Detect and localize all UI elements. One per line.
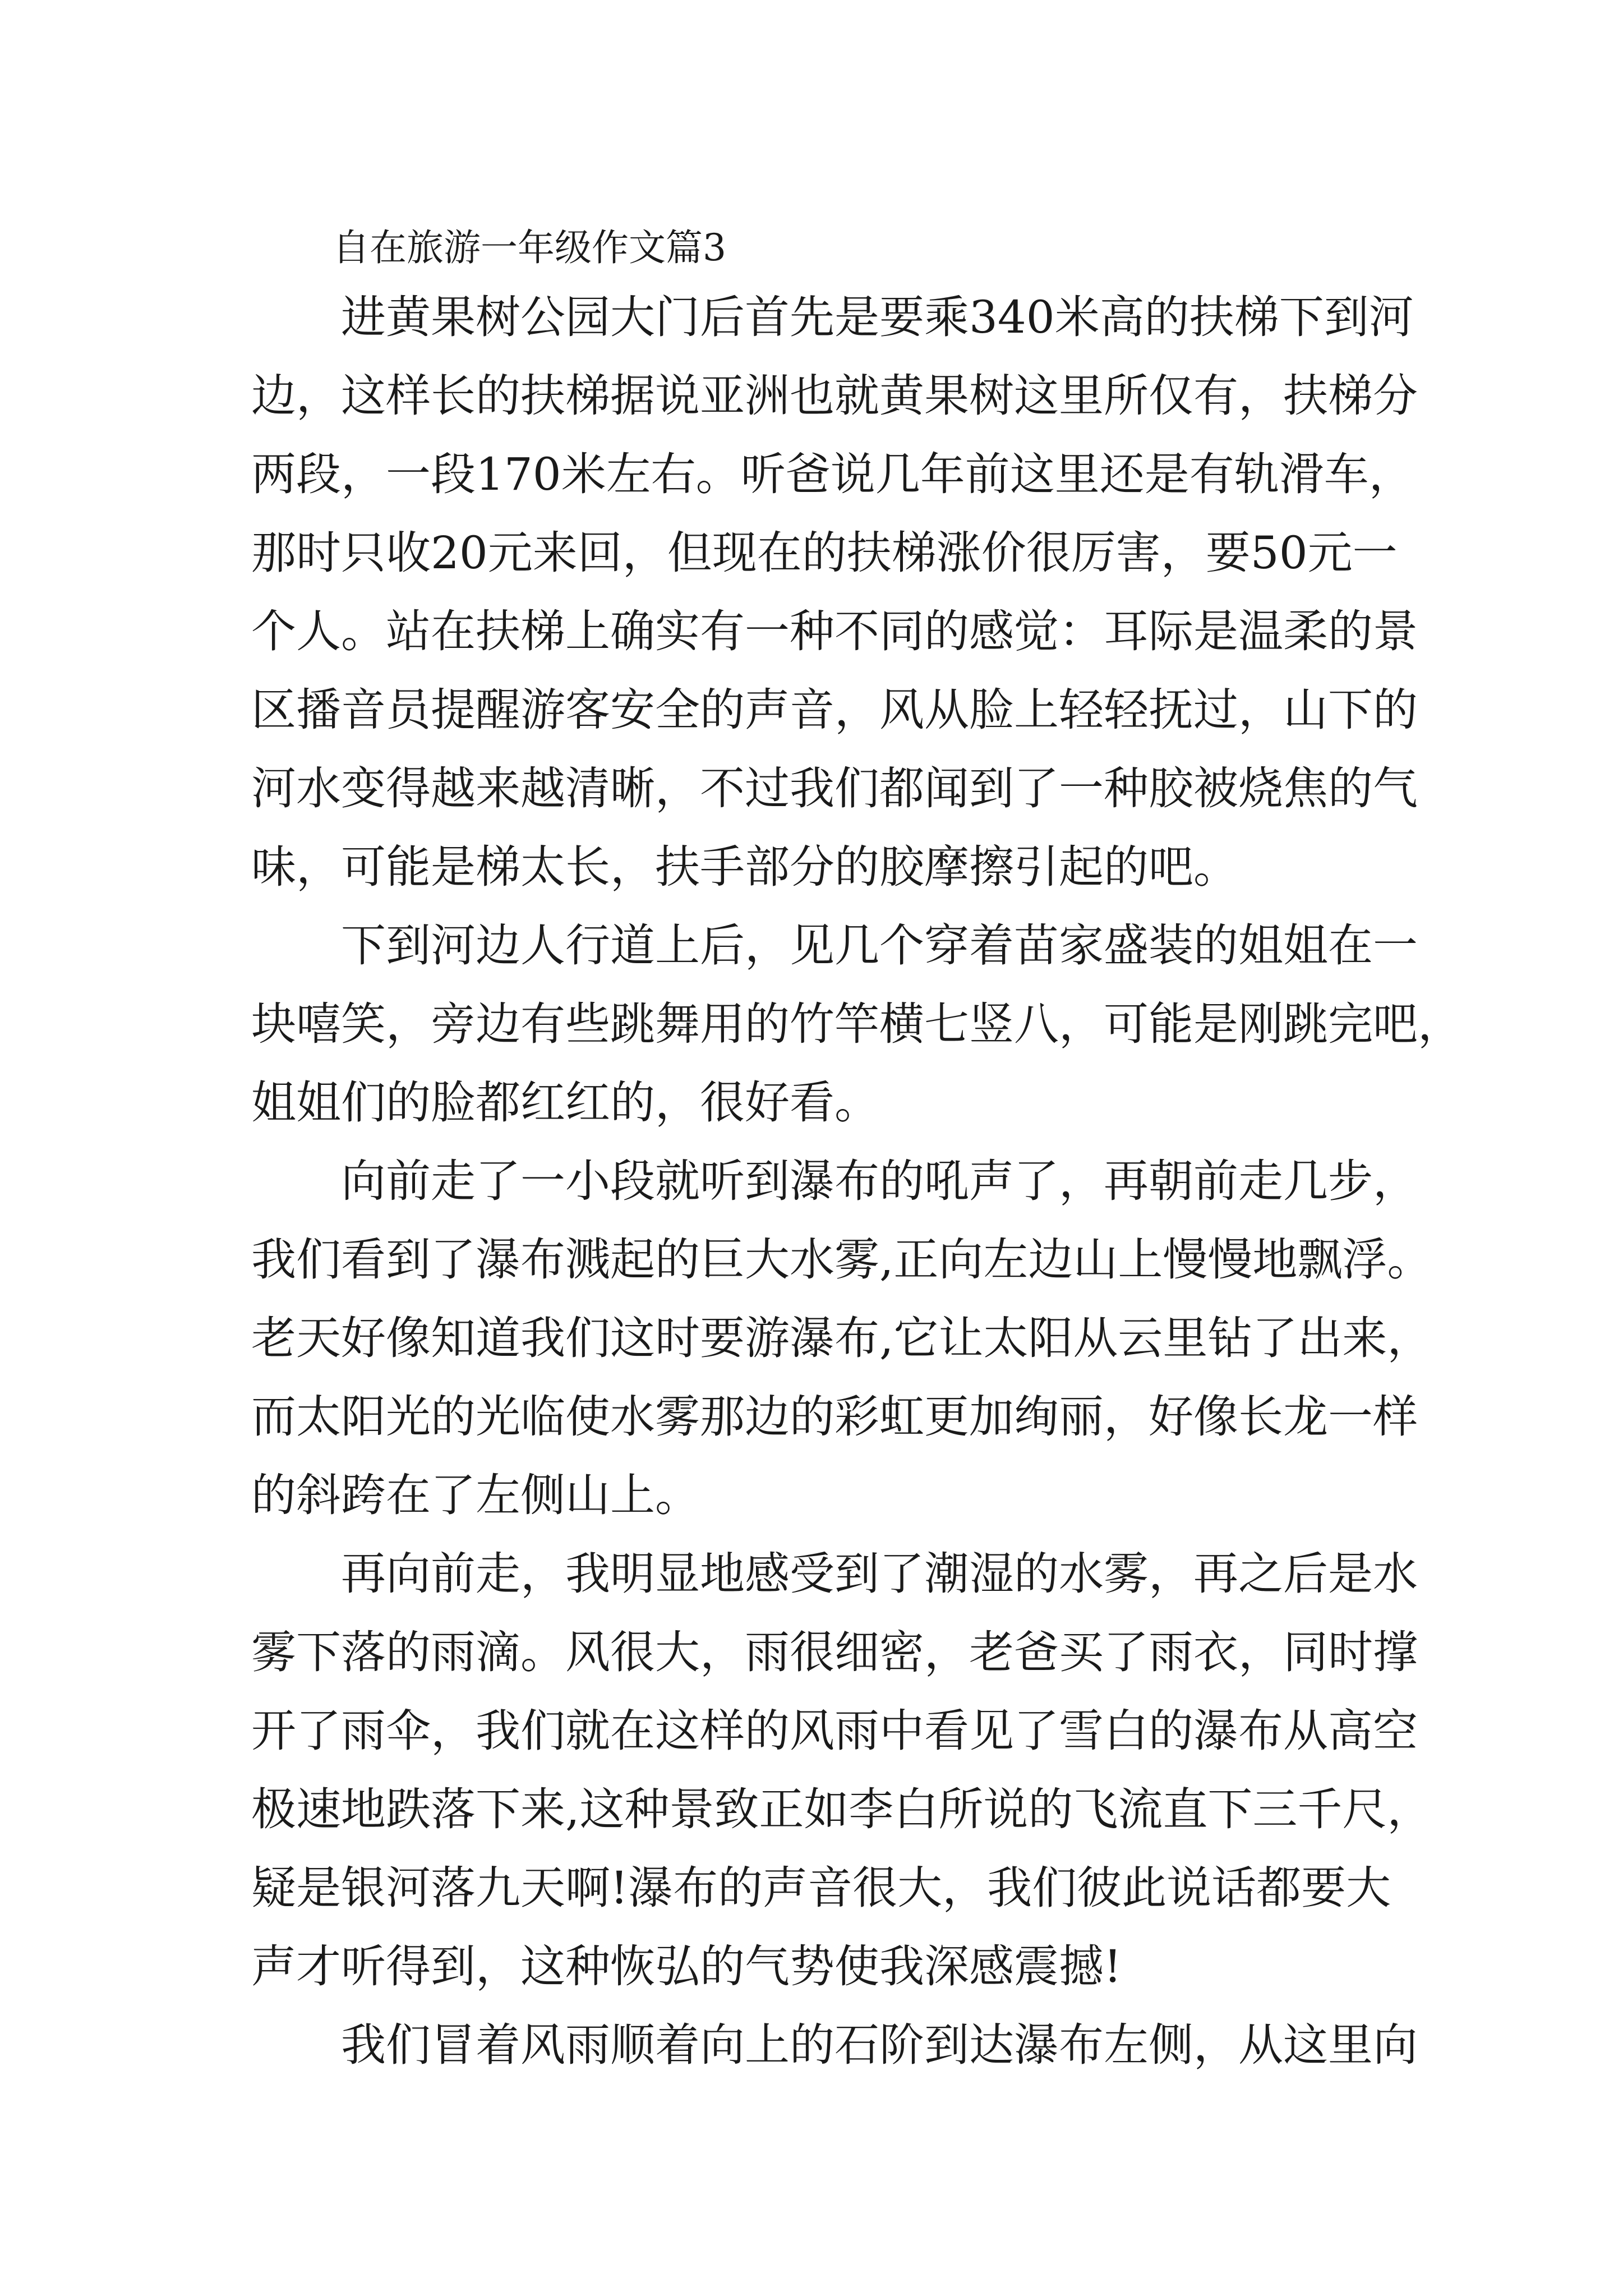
paragraph-line: 我们冒着风雨顺着向上的石阶到达瀑布左侧，从这里向 (341, 2019, 1418, 2071)
paragraph-2 (251, 907, 1463, 1142)
paragraph-line: 味，可能是梯太长，扶手部分的胶摩擦引起的吧。 (251, 841, 1238, 893)
paragraph-line: 那时只收20元来回，但现在的扶梯涨价很厉害，要50元一 (251, 527, 1398, 579)
paragraph-line: 河水变得越来越清晰，不过我们都闻到了一种胶被烧焦的气 (251, 762, 1418, 815)
paragraph-line: 个人。站在扶梯上确实有一种不同的感觉：耳际是温柔的景 (251, 605, 1418, 657)
paragraph-line: 进黄果树公园大门后首先是要乘340米高的扶梯下到河 (341, 291, 1414, 343)
paragraph-line: 向前走了一小段就听到瀑布的吼声了，再朝前走几步， (341, 1155, 1418, 1207)
paragraph-line: 的斜跨在了左侧山上。 (251, 1469, 700, 1521)
paragraph-line: 老天好像知道我们这时要游瀑布,它让太阳从云里钻了出来， (251, 1312, 1432, 1364)
paragraph-line: 下到河边人行道上后，见几个穿着苗家盛装的姐姐在一 (341, 919, 1418, 972)
paragraph-line: 姐姐们的脸都红红的，很好看。 (251, 1076, 879, 1129)
paragraph-3 (251, 1142, 1432, 1535)
paragraph-line: 再向前走，我明显地感受到了潮湿的水雾，再之后是水 (341, 1548, 1418, 1600)
paragraph-line: 块嘻笑，旁边有些跳舞用的竹竿横七竖八，可能是刚跳完吧， (251, 998, 1463, 1050)
paragraph-4 (251, 1535, 1432, 2006)
essay-title: 自在旅游一年级作文篇3 (333, 226, 726, 269)
paragraph-line: 疑是银河落九天啊!瀑布的声音很大，我们彼此说话都要大 (251, 1862, 1391, 1914)
paragraph-line: 两段，一段170米左右。听爸说几年前这里还是有轨滑车， (251, 448, 1414, 500)
paragraph-line: 极速地跌落下来,这种景致正如李白所说的飞流直下三千尺， (251, 1783, 1432, 1835)
paragraph-line: 我们看到了瀑布溅起的巨大水雾,正向左边山上慢慢地飘浮。 (251, 1234, 1432, 1286)
paragraph-line: 声才听得到，这种恢弘的气势使我深感震撼! (251, 1940, 1122, 1993)
paragraph-line: 边，这样长的扶梯据说亚洲也就黄果树这里所仅有，扶梯分 (251, 370, 1418, 422)
essay-body (251, 218, 1463, 2085)
paragraph-line: 而太阳光的光临使水雾那边的彩虹更加绚丽，好像长龙一样 (251, 1391, 1418, 1443)
paragraph-line: 雾下落的雨滴。风很大，雨很细密，老爸买了雨衣，同时撑 (251, 1626, 1418, 1678)
paragraph-line: 开了雨伞，我们就在这样的风雨中看见了雪白的瀑布从高空 (251, 1705, 1418, 1757)
paragraph-line: 区播音员提醒游客安全的声音，风从脸上轻轻抚过，山下的 (251, 684, 1418, 736)
paragraph-1 (251, 278, 1418, 907)
paragraph-5 (251, 2006, 1418, 2085)
